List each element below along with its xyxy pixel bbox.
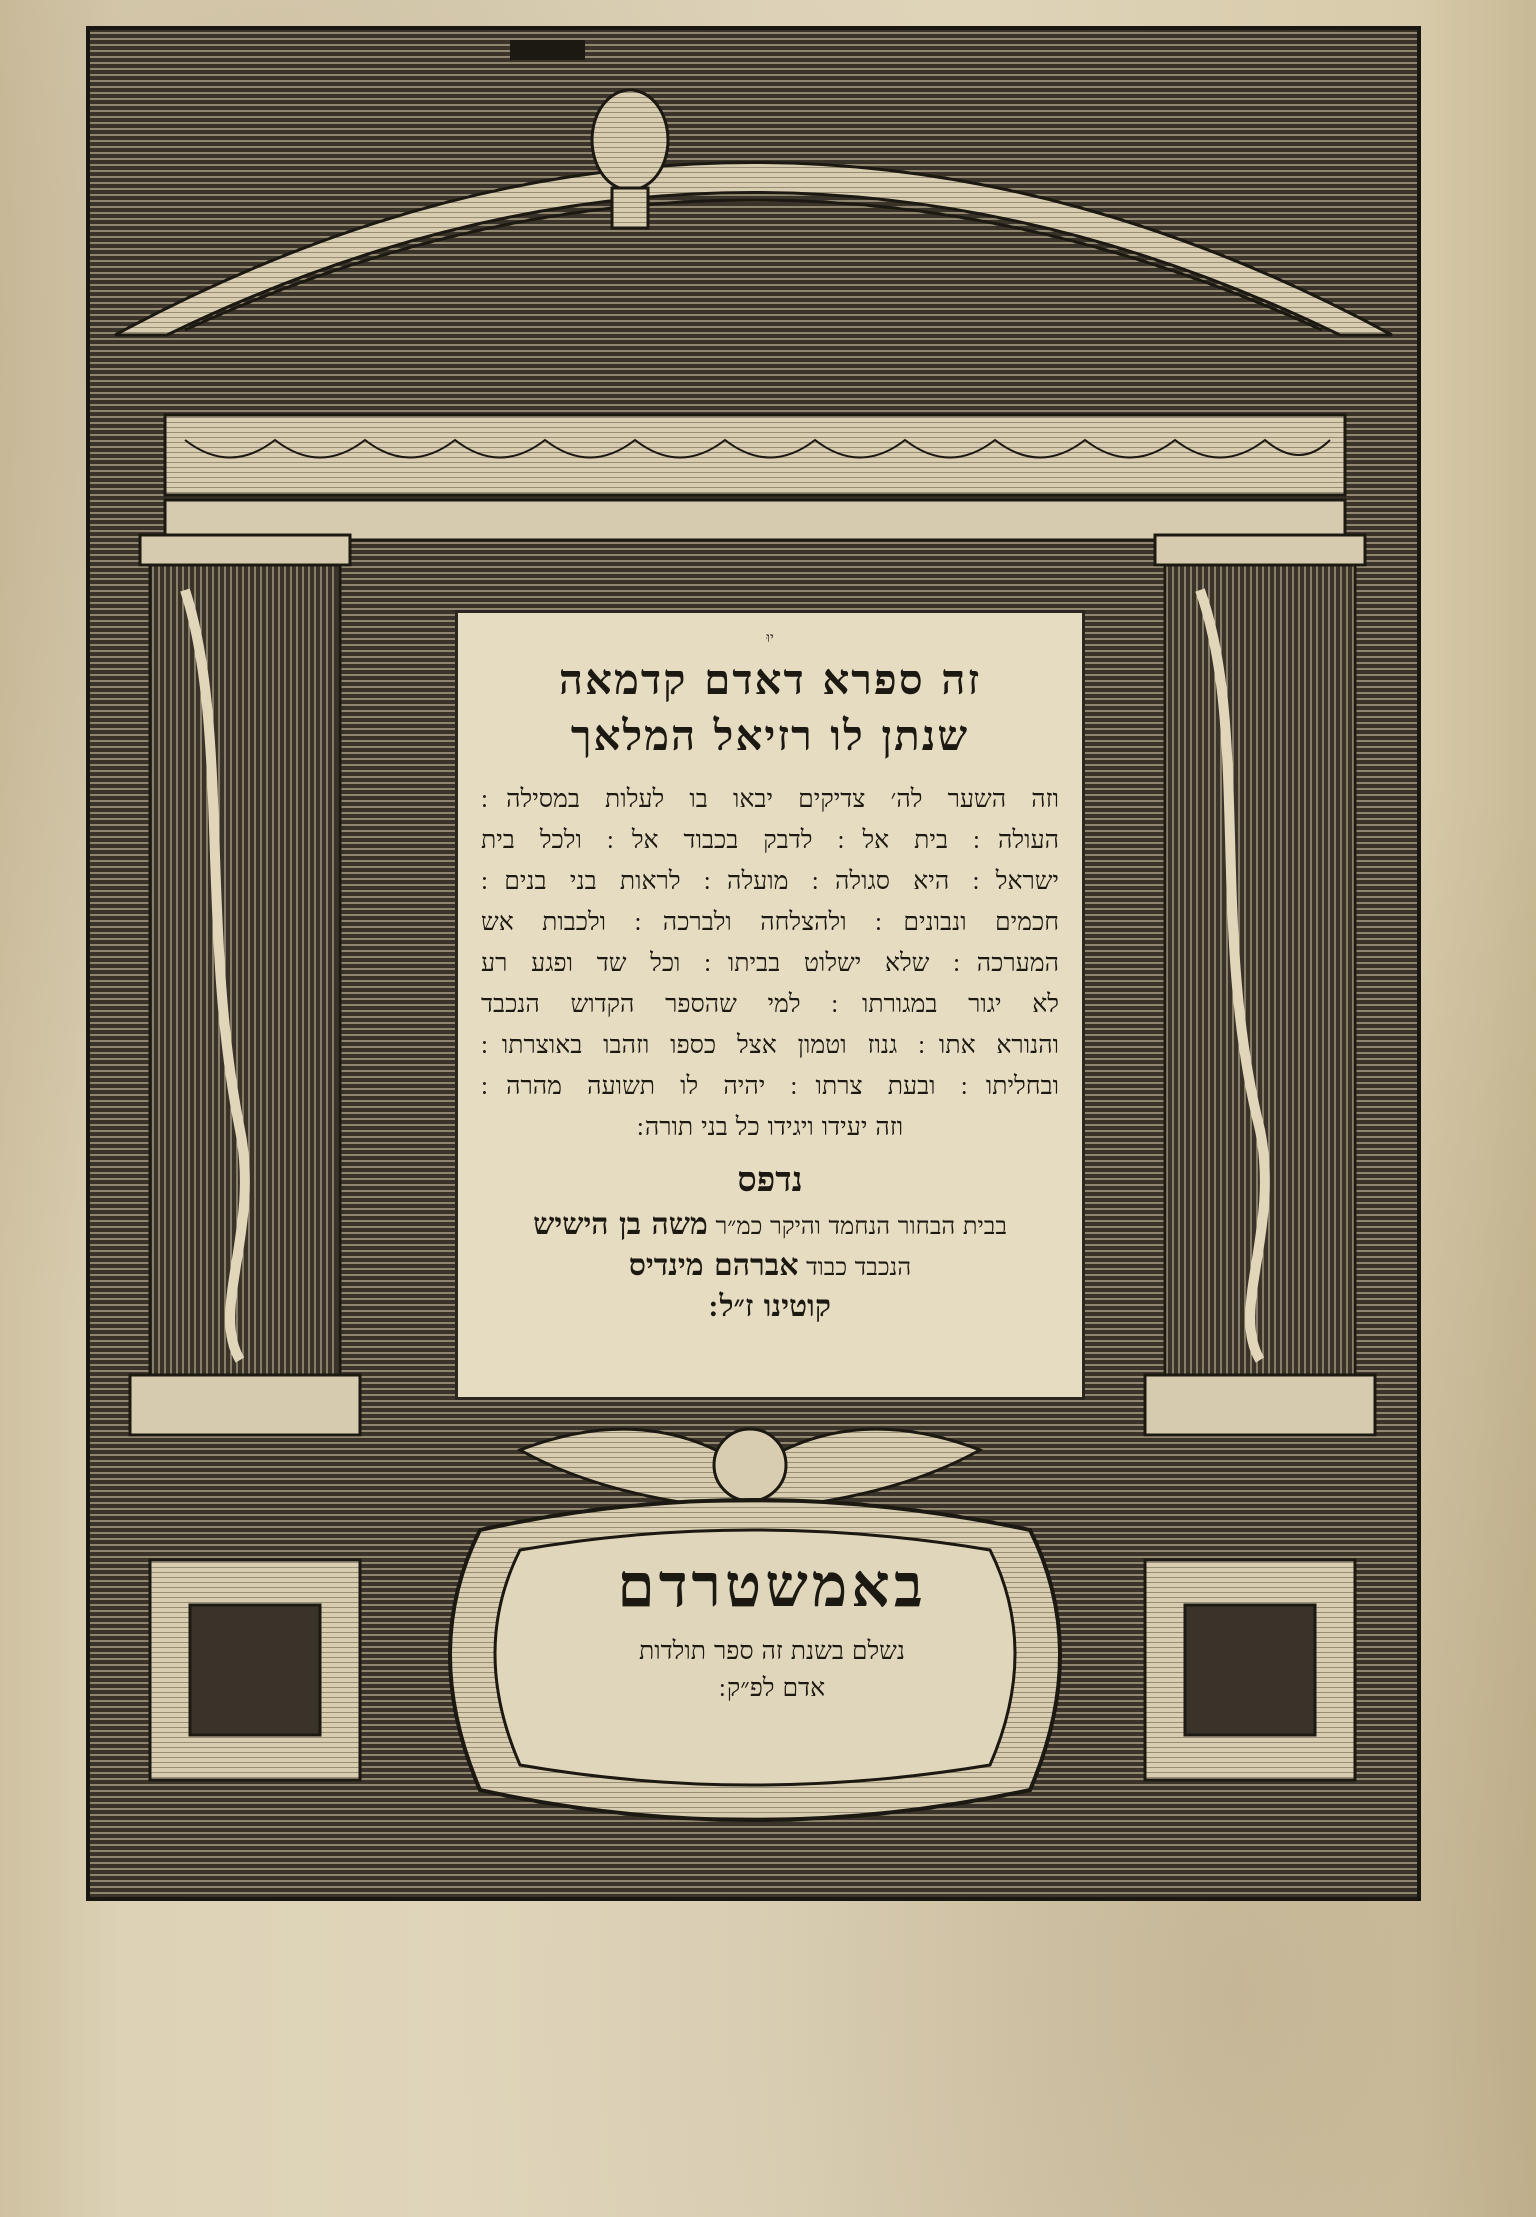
printer-line-2-prefix: הנכבד כבוד [806, 1253, 912, 1281]
year-line-2: אדם לפ״ק ׃ [718, 1673, 826, 1702]
right-column [1145, 535, 1375, 1780]
description-line: וזה יעידו ויגידו כל בני תורה ׃ [636, 1112, 904, 1141]
printer-line-1-prefix: בבית הבחור הנחמד והיקר כמ״ר [715, 1212, 1007, 1240]
book-title-line-2: שנתן לו רזיאל המלאך [570, 711, 970, 760]
description-line: ובחליתו ׃ ובעת צרתו ׃ יהיה לו תשועה מהרה ׃ [481, 1071, 1059, 1100]
printer-mark: יוּ [766, 630, 774, 646]
title-panel [455, 610, 1085, 1400]
city-name: באמשטרדם [617, 1551, 927, 1621]
year-line-1: נשלם בשנת זה ספר תולדות [639, 1636, 905, 1665]
description-line: לא יגור במגורתו ׃ למי שהספר הקדוש הנכבד [481, 989, 1059, 1018]
description-line: והנורא אתו ׃ גנוז וטמון אצל כספו וזהבו באוצרתו ׃ [481, 1030, 1059, 1059]
printer-father-name: אברהם מינדיס [628, 1248, 799, 1283]
description-line: וזה השער לה׳ צדיקים יבאו בו לעלות במסילה ׃ [481, 784, 1059, 813]
printer-line-1 [481, 1205, 1059, 1246]
printer-surname: קוטינו ז״ל ׃ [709, 1289, 831, 1324]
description-text [481, 778, 1059, 1147]
printer-line-2 [481, 1246, 1059, 1287]
description-line: חכמים ונבונים ׃ ולהצלחה ולברכה ׃ ולכבות אש [481, 907, 1059, 936]
printed-label: נדפס [737, 1160, 803, 1200]
description-line: העולה ׃ בית אל ׃ לדבק בכבוד אל ׃ ולכל בית [481, 825, 1059, 854]
imprint [522, 1528, 1022, 1743]
printer-line-3 [481, 1287, 1059, 1328]
book-title-line-1: זה ספרא דאדם קדמאה [558, 655, 982, 704]
description-line: ישראל ׃ היא סגולה ׃ מועלה ׃ לראות בני בנים ׃ [481, 866, 1059, 895]
printer-name: משה בן הישיש [533, 1207, 708, 1242]
left-column [130, 535, 360, 1780]
description-line: המערכה ׃ שלא ישלוט בביתו ׃ וכל שד ופגע רע [481, 948, 1059, 977]
